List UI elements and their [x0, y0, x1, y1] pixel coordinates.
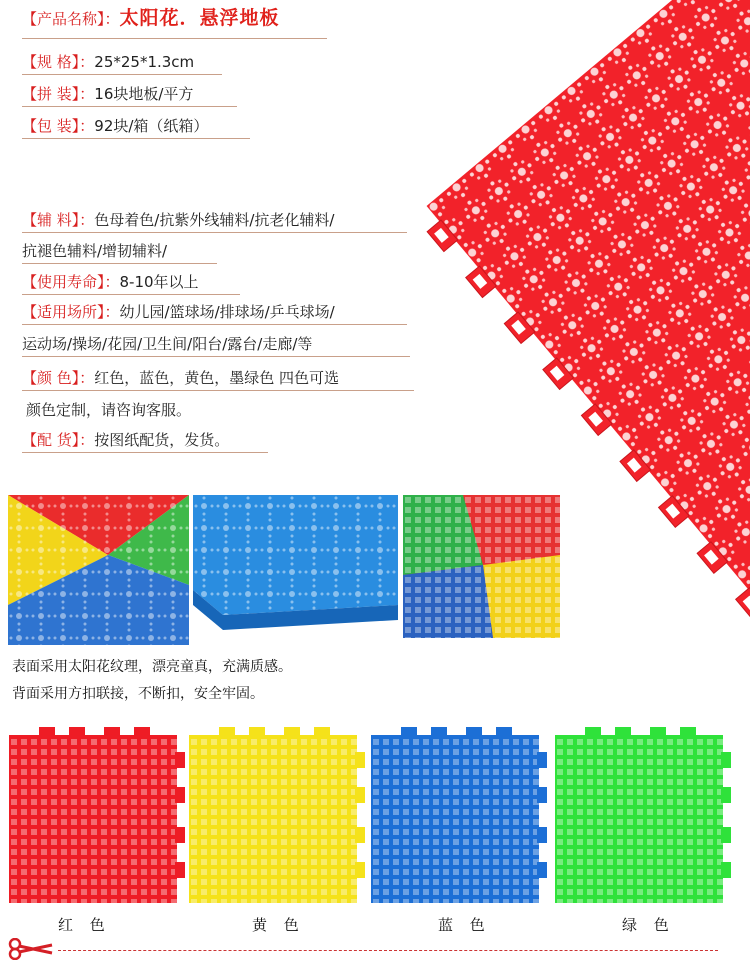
- tile-label-red: 红 色: [58, 916, 111, 934]
- underline: [22, 106, 237, 107]
- spec-materials-cont: [22, 241, 167, 261]
- underline: [22, 263, 217, 264]
- tile-red: [9, 727, 186, 903]
- spec-value: 色母着色/抗紫外线辅料/抗老化辅料/: [94, 211, 335, 229]
- spec-value: 按图纸配货，发货。: [94, 431, 230, 449]
- spec-label: 【配 货】：: [22, 431, 95, 449]
- tile-label-green: 绿 色: [622, 916, 675, 934]
- spec-colors: [22, 368, 339, 388]
- tile-green: [555, 727, 732, 903]
- spec-venues-cont: [22, 334, 312, 354]
- spec-delivery: [22, 430, 229, 450]
- tile-yellow: [189, 727, 366, 903]
- spec-label: 【颜 色】：: [22, 369, 95, 387]
- underline: [22, 138, 250, 139]
- tile-blue: [371, 727, 548, 903]
- scissors-icon: [8, 938, 56, 960]
- spec-venues: [22, 302, 335, 322]
- spec-value: 16块地板/平方: [94, 85, 194, 103]
- caption-surface: 表面采用太阳花纹理，漂亮童真，充满质感。: [12, 659, 292, 675]
- underline: [22, 294, 240, 295]
- spec-value: 92块/箱（纸箱）: [94, 117, 209, 135]
- spec-product-name: [22, 8, 280, 29]
- spec-value: 8-10年以上: [119, 273, 199, 291]
- photo-four-colors: [8, 495, 189, 645]
- spec-value: 颜色定制，请咨询客服。: [26, 401, 192, 419]
- underline: [22, 452, 268, 453]
- spec-label: 【适用场所】：: [22, 303, 120, 321]
- spec-label: 【辅 料】：: [22, 211, 95, 229]
- product-title: 太阳花．悬浮地板: [119, 7, 280, 29]
- cut-line: [58, 950, 718, 951]
- underline: [22, 324, 407, 325]
- tile-label-yellow: 黄 色: [252, 916, 305, 934]
- spec-colors-cont: [26, 400, 191, 420]
- spec-size: [22, 52, 194, 72]
- spec-packing: [22, 116, 208, 136]
- spec-label: 【拼 装】：: [22, 85, 95, 103]
- spec-value: 抗褪色辅料/增韧辅料/: [22, 242, 168, 260]
- photo-blue-tile: [193, 495, 398, 645]
- spec-label: 【使用寿命】：: [22, 273, 120, 291]
- photo-back-connectors: [403, 495, 560, 638]
- spec-lifespan: [22, 272, 199, 292]
- underline: [22, 38, 327, 39]
- spec-label: 【产品名称】：: [22, 10, 120, 28]
- spec-value: 25*25*1.3cm: [94, 53, 195, 71]
- caption-back: 背面采用方扣联接，不断扣，安全牢固。: [12, 686, 264, 702]
- underline: [22, 390, 414, 391]
- tile-label-blue: 蓝 色: [438, 916, 491, 934]
- spec-value: 红色，蓝色，黄色，墨绿色 四色可选: [94, 369, 340, 387]
- underline: [22, 232, 407, 233]
- spec-materials: [22, 210, 334, 230]
- spec-assembly: [22, 84, 193, 104]
- spec-label: 【包 装】：: [22, 117, 95, 135]
- spec-value: 幼儿园/篮球场/排球场/乒乓球场/: [119, 303, 335, 321]
- underline: [22, 74, 222, 75]
- spec-label: 【规 格】：: [22, 53, 95, 71]
- underline: [22, 356, 410, 357]
- spec-value: 运动场/操场/花园/卫生间/阳台/露台/走廊/等: [22, 335, 313, 353]
